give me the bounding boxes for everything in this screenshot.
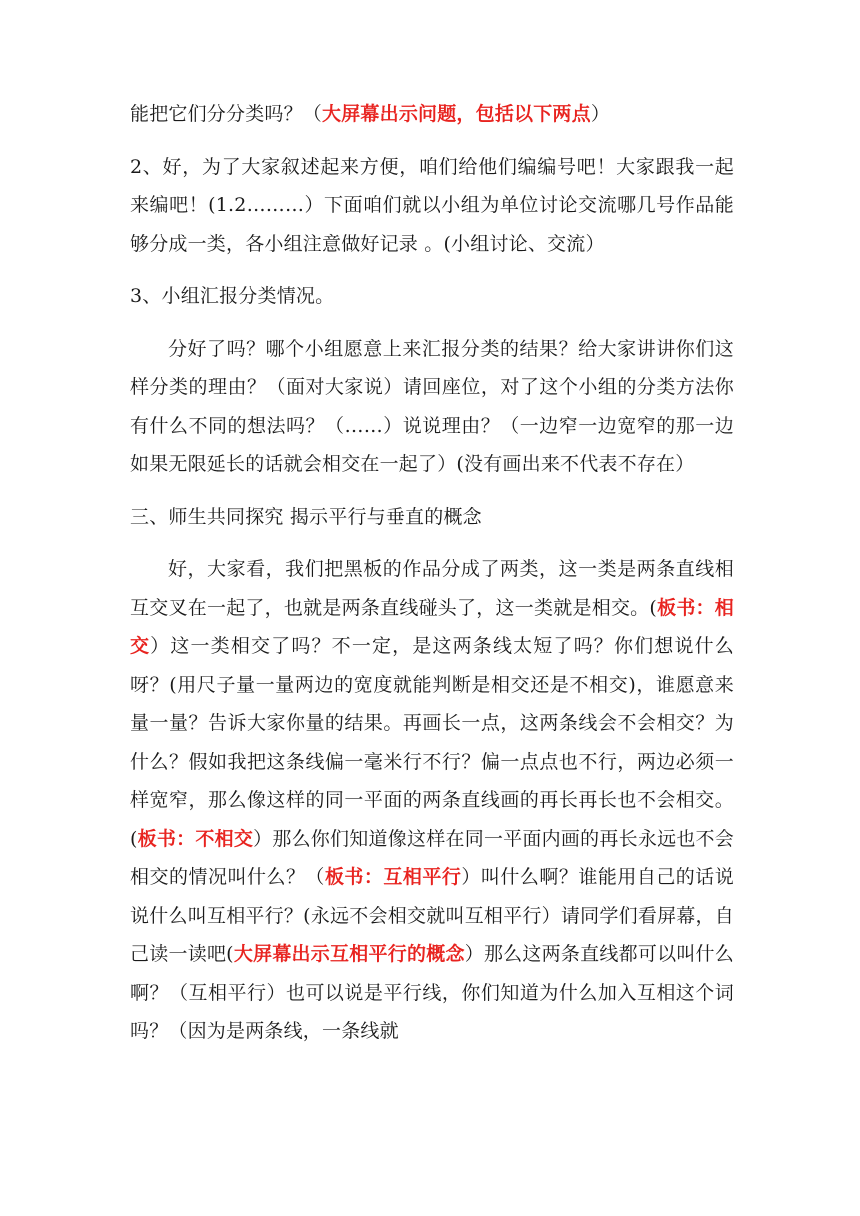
text-run: ）那么你们知道像这样在同一平面内画的再长永远也不会相交的情况叫什么？（: [130, 827, 734, 888]
highlight-run: 板书：相交: [130, 596, 734, 657]
document-page: [130, 95, 734, 1065]
text-run: 三、师生共同探究 揭示平行与垂直的概念: [130, 505, 482, 528]
highlight-run: 板书：不相交: [137, 827, 254, 850]
text-run: ）这一类相交了吗？不一定，是这两条线太短了吗？你们想说什么呀？(用尺子量一量两边的宽度就能判断是相交还是不相交)，谁愿意来量一量？告诉大家你量的结果。再画长一点，这两条线会不会相交？为什么？假如我把这条线偏一毫米行不行？偏一点点也不行，两边必须一样宽窄，那么像这样的同一平面的两条直线画的再长再长也不会相交。(: [130, 635, 734, 850]
text-run: ）叫什么啊？谁能用自己的话说说什么叫互相平行？(永远不会相交就叫互相平行）请同学们看屏幕，自己读一读吧(: [130, 866, 734, 965]
highlight-run: 大屏幕出示互相平行的概念: [233, 943, 465, 965]
text-run: 分好了吗？哪个小组愿意上来汇报分类的结果？给大家讲讲你们这样分类的理由？（面对大家说）请回座位，对了这个小组的分类方法你有什么不同的想法吗？（……）说说理由？（一边窄一边宽窄的那一边如果无限延长的话就会相交在一起了）(没有画出来不代表不存在）: [130, 337, 734, 475]
paragraph-1: [130, 95, 734, 134]
paragraph-3: [130, 277, 734, 316]
text-run: 能把它们分分类吗？（: [130, 103, 323, 125]
highlight-run: 板书：互相平行: [324, 866, 462, 888]
paragraph-4: [130, 330, 734, 484]
text-run: 2、好，为了大家叙述起来方便，咱们给他们编编号吧！大家跟我一起来编吧！(1.2………）下面咱们就以小组为单位讨论交流哪几号作品能够分成一类，各小组注意做好记录 。(小组讨论、交流）: [130, 155, 734, 255]
highlight-run: 大屏幕出示问题，包括以下两点: [322, 103, 591, 125]
text-run: 好，大家看，我们把黑板的作品分成了两类，这一类是两条直线相互交叉在一起了，也就是两条直线碰头了，这一类就是相交。(: [130, 558, 734, 619]
text-run: ）那么这两条直线都可以叫什么啊？（互相平行）也可以说是平行线，你们知道为什么加入互相这个词吗？（因为是两条线，一条线就: [130, 943, 734, 1042]
paragraph-2: [130, 148, 734, 264]
section-heading: [130, 498, 734, 537]
paragraph-6: [130, 550, 734, 1051]
text-run: ）: [590, 103, 611, 125]
text-run: 3、小组汇报分类情况。: [130, 285, 335, 307]
